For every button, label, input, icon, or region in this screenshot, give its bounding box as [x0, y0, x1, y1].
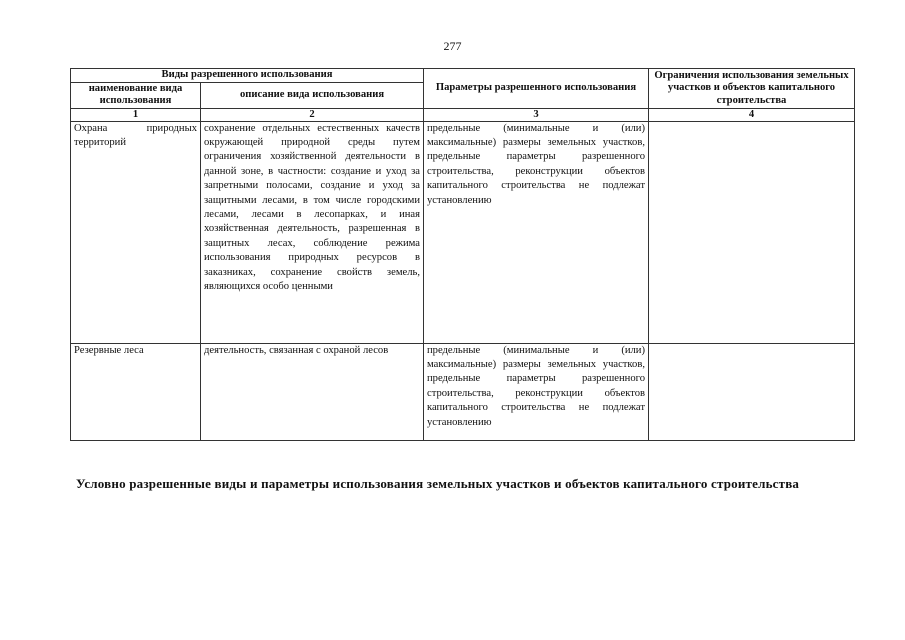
params-cell: предельные (минимальные и (или) максимальные) размеры земельных участков, предельные параметры разрешенного строительства, реконструкции объектов капитального строительства не подлежат установлению — [424, 343, 649, 440]
use-description-cell: деятельность, связанная с охраной лесов — [201, 343, 424, 440]
header-use-name: наименование вида использования — [71, 82, 201, 108]
column-number-1: 1 — [71, 108, 201, 121]
column-number-3: 3 — [424, 108, 649, 121]
header-params: Параметры разрешенного использования — [424, 69, 649, 109]
header-use-description: описание вида использования — [201, 82, 424, 108]
use-name-cell: Резервные леса — [71, 343, 201, 440]
limits-cell — [649, 121, 855, 343]
header-group-permitted-uses: Виды разрешенного использования — [71, 69, 424, 83]
section-caption: Условно разрешенные виды и параметры использования земельных участков и объектов капитального строительства — [76, 476, 800, 491]
table-row — [71, 343, 855, 440]
table-row — [71, 121, 855, 343]
header-limits: Ограничения использования земельных участков и объектов капитального строительства — [649, 69, 855, 109]
limits-cell — [649, 343, 855, 440]
column-number-4: 4 — [649, 108, 855, 121]
land-use-table — [70, 68, 855, 441]
column-number-2: 2 — [201, 108, 424, 121]
page-number: 277 — [443, 39, 462, 53]
params-cell: предельные (минимальные и (или) максимальные) размеры земельных участков, предельные параметры разрешенного строительства, реконструкции объектов капитального строительства не подлежат установлению — [424, 121, 649, 343]
use-description-cell: сохранение отдельных естественных качеств окружающей природной среды путем ограничения хозяйственной деятельности в данной зоне, в частности: создание и уход за запретными полосами, создание и уход за защитными лесами, в том числе городскими лесами, лесами в лесопарках, и иная хозяйственная деятельность, разрешенная в защитных лесах, соблюдение режима использования природных ресурсов в заказниках, сохранение свойств земель, являющихся особо ценными — [201, 121, 424, 343]
use-name-cell: Охрана природных территорий — [71, 121, 201, 343]
